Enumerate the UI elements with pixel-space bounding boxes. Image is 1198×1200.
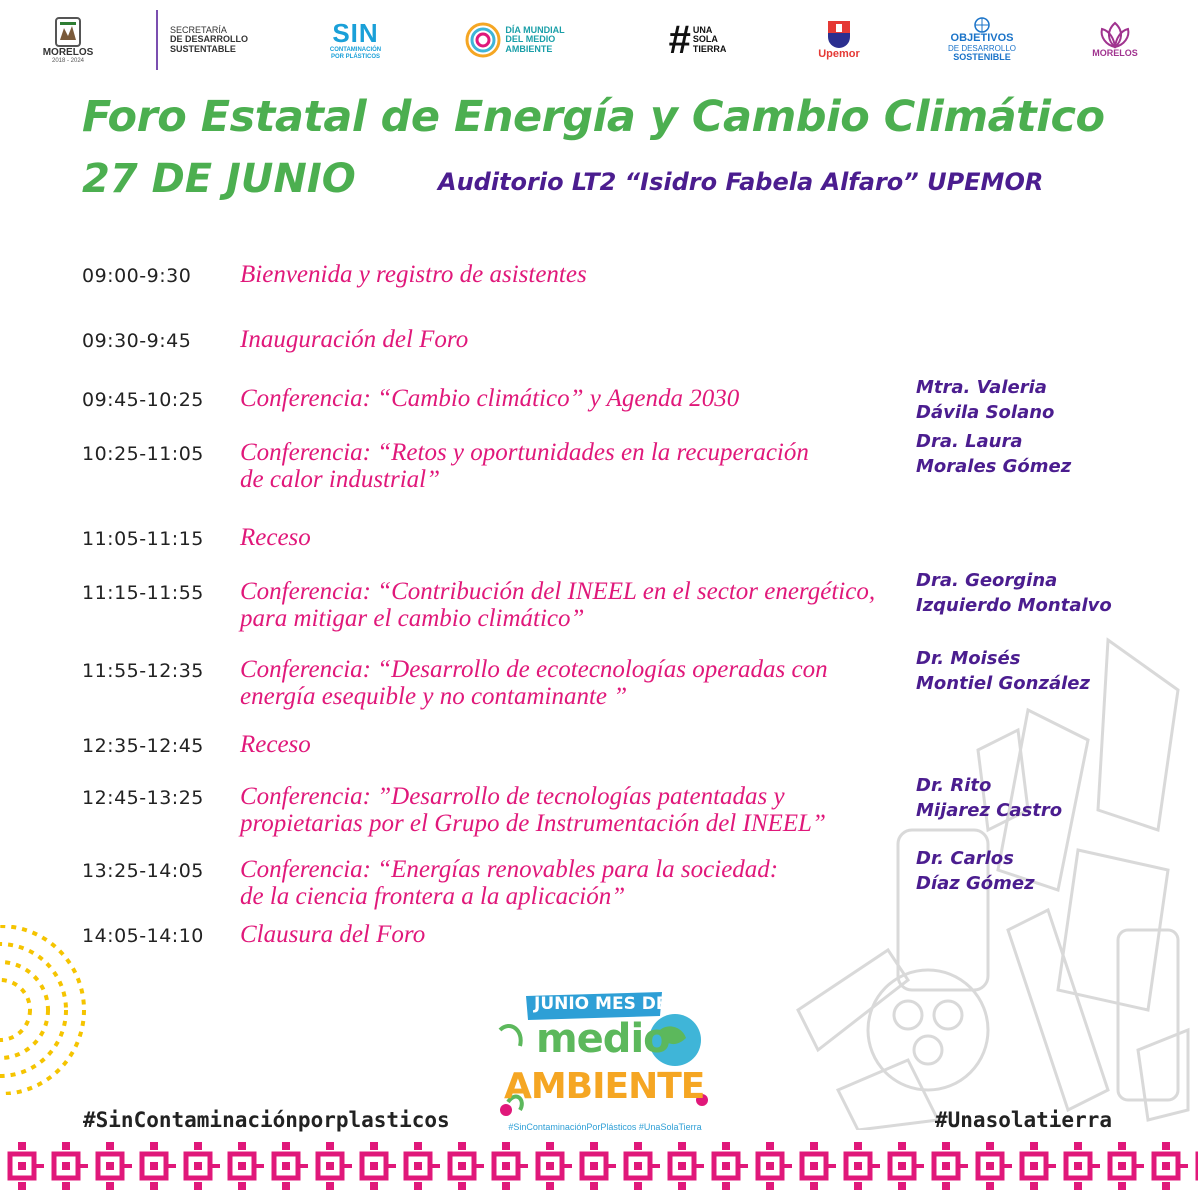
un-globe-icon xyxy=(974,17,990,33)
pattern-motif xyxy=(758,1142,792,1190)
fingerprint-icon xyxy=(465,22,501,58)
campaign-line1: JUNIO MES DEL xyxy=(534,994,679,1014)
campaign-line2: medio xyxy=(536,1016,670,1062)
pattern-motif xyxy=(362,1142,396,1190)
secretaria-line1: SECRETARÍA xyxy=(170,24,227,35)
event-title: Foro Estatal de Energía y Cambio Climático xyxy=(82,92,1105,142)
pattern-motif xyxy=(582,1142,616,1190)
header-logos xyxy=(20,10,1180,70)
dia-mundial-line3: AMBIENTE xyxy=(505,43,553,54)
pattern-motif xyxy=(1022,1142,1056,1190)
agenda-speaker: Dra. Laura Morales Gómez xyxy=(916,431,1072,477)
agenda-speaker: Dr. Carlos Díaz Gómez xyxy=(916,848,1035,894)
secretaria-logo xyxy=(156,10,280,70)
morelos-anfitrion-name: MORELOS xyxy=(1092,48,1138,59)
ust-line3: TIERRA xyxy=(692,43,727,54)
event-date: 27 DE JUNIO xyxy=(82,156,356,202)
agenda-time: 09:00-9:30 xyxy=(82,265,192,287)
agenda-description: Receso xyxy=(240,524,311,551)
dia-mundial-logo xyxy=(460,10,570,70)
hashtag-sin-contaminacion: #SinContaminaciónporplasticos xyxy=(83,1108,450,1132)
ust-line2: SOLA xyxy=(692,34,718,45)
una-sola-tierra-logo xyxy=(660,10,735,70)
ust-line1: UNA xyxy=(692,24,713,35)
pattern-motif xyxy=(406,1142,440,1190)
pattern-motif xyxy=(274,1142,308,1190)
pattern-motif xyxy=(802,1142,836,1190)
pattern-motif xyxy=(450,1142,484,1190)
pattern-motif xyxy=(10,1142,44,1190)
pattern-motif xyxy=(142,1142,176,1190)
sin-contaminacion-logo xyxy=(318,10,393,70)
pattern-motif xyxy=(54,1142,88,1190)
upemor-emblem-icon xyxy=(824,19,854,49)
pattern-motif xyxy=(186,1142,220,1190)
pattern-motif xyxy=(494,1142,528,1190)
morelos-anfitrion-logo xyxy=(1080,10,1150,70)
morelos-years: 2018 - 2024 xyxy=(51,58,85,65)
junio-mes-medio-ambiente-logo xyxy=(490,990,720,1140)
ods-line3: SOSTENIBLE xyxy=(953,52,1011,63)
agenda-speaker: Dr. Moisés Montiel González xyxy=(916,648,1090,694)
pattern-motif xyxy=(890,1142,924,1190)
pattern-motif xyxy=(978,1142,1012,1190)
pattern-motif xyxy=(538,1142,572,1190)
secretaria-line3: SUSTENTABLE xyxy=(170,43,236,54)
agenda-time: 14:05-14:10 xyxy=(82,925,204,947)
event-venue: Auditorio LT2 “Isidro Fabela Alfaro” UPEMOR xyxy=(438,168,1044,196)
agenda-description: Conferencia: “Contribución del INEEL en el sector energético, para mitigar el cambio climático” xyxy=(240,578,876,632)
dia-mundial-line2: DEL MEDIO xyxy=(505,34,556,45)
pattern-motif xyxy=(230,1142,264,1190)
sun-rays-illustration xyxy=(0,925,100,1095)
pattern-motif xyxy=(626,1142,660,1190)
agenda-time: 11:15-11:55 xyxy=(82,582,204,604)
sin-line2: POR PLÁSTICOS xyxy=(330,53,380,60)
morelos-logo xyxy=(28,10,108,70)
pattern-motif xyxy=(714,1142,748,1190)
ods-line2: DE DESARROLLO xyxy=(947,43,1017,53)
agenda-description: Inauguración del Foro xyxy=(240,326,469,353)
ods-logo xyxy=(932,10,1032,70)
agenda-time: 13:25-14:05 xyxy=(82,860,204,882)
hashtag-una-sola-tierra: #Unasolatierra xyxy=(935,1108,1113,1132)
agenda-description: Clausura del Foro xyxy=(240,921,426,948)
hash-icon: # xyxy=(668,18,691,62)
agenda-speaker: Dra. Georgina Izquierdo Montalvo xyxy=(916,570,1112,616)
morelos-shield-icon xyxy=(54,16,82,48)
upemor-name: Upemor xyxy=(818,48,860,61)
pattern-motif xyxy=(670,1142,704,1190)
agenda-speaker: Mtra. Valeria Dávila Solano xyxy=(916,377,1055,423)
upemor-logo xyxy=(804,10,874,70)
sin-line1: CONTAMINACIÓN xyxy=(329,47,382,54)
pattern-motif xyxy=(98,1142,132,1190)
agenda-description: Conferencia: “Retos y oportunidades en la recuperación de calor industrial” xyxy=(240,439,809,493)
agenda-description: Bienvenida y registro de asistentes xyxy=(240,261,587,288)
agenda-time: 09:30-9:45 xyxy=(82,330,192,352)
campaign-tags: #SinContaminaciónPorPlásticos #UnaSolaTierra xyxy=(508,1122,702,1132)
pattern-motif xyxy=(1066,1142,1100,1190)
pattern-motif xyxy=(1110,1142,1144,1190)
ods-line1: OBJETIVOS xyxy=(950,32,1014,45)
agenda-description: Receso xyxy=(240,731,311,758)
agenda-description: Conferencia: “Desarrollo de ecotecnologías operadas con energía esequible y no contaminante ” xyxy=(240,656,828,710)
sin-big: SIN xyxy=(332,18,379,49)
agenda-time: 12:35-12:45 xyxy=(82,735,204,757)
pattern-motif xyxy=(934,1142,968,1190)
pattern-motif xyxy=(318,1142,352,1190)
morelos-name: MORELOS xyxy=(42,46,94,58)
agenda-description: Conferencia: ”Desarrollo de tecnologías patentadas y propietarias por el Grupo de Instrumentación del INEEL” xyxy=(240,783,826,837)
pattern-motif xyxy=(1154,1142,1188,1190)
campaign-line3: AMBIENTE xyxy=(504,1066,705,1107)
secretaria-line2: DE DESARROLLO xyxy=(170,34,249,45)
dia-mundial-line1: DÍA MUNDIAL xyxy=(505,24,565,35)
agenda-time: 11:55-12:35 xyxy=(82,660,204,682)
agenda-description: Conferencia: “Cambio climático” y Agenda 2030 xyxy=(240,385,740,412)
lotus-icon xyxy=(1098,21,1132,49)
pattern-motif xyxy=(846,1142,880,1190)
agenda-description: Conferencia: “Energías renovables para la sociedad: de la ciencia frontera a la aplicación” xyxy=(240,856,779,910)
agenda-time: 10:25-11:05 xyxy=(82,443,204,465)
agenda-time: 12:45-13:25 xyxy=(82,787,204,809)
agenda-speaker: Dr. Rito Mijarez Castro xyxy=(916,775,1063,821)
agenda-time: 11:05-11:15 xyxy=(82,528,204,550)
bottom-pattern-border xyxy=(0,1140,1198,1196)
agenda-time: 09:45-10:25 xyxy=(82,389,204,411)
